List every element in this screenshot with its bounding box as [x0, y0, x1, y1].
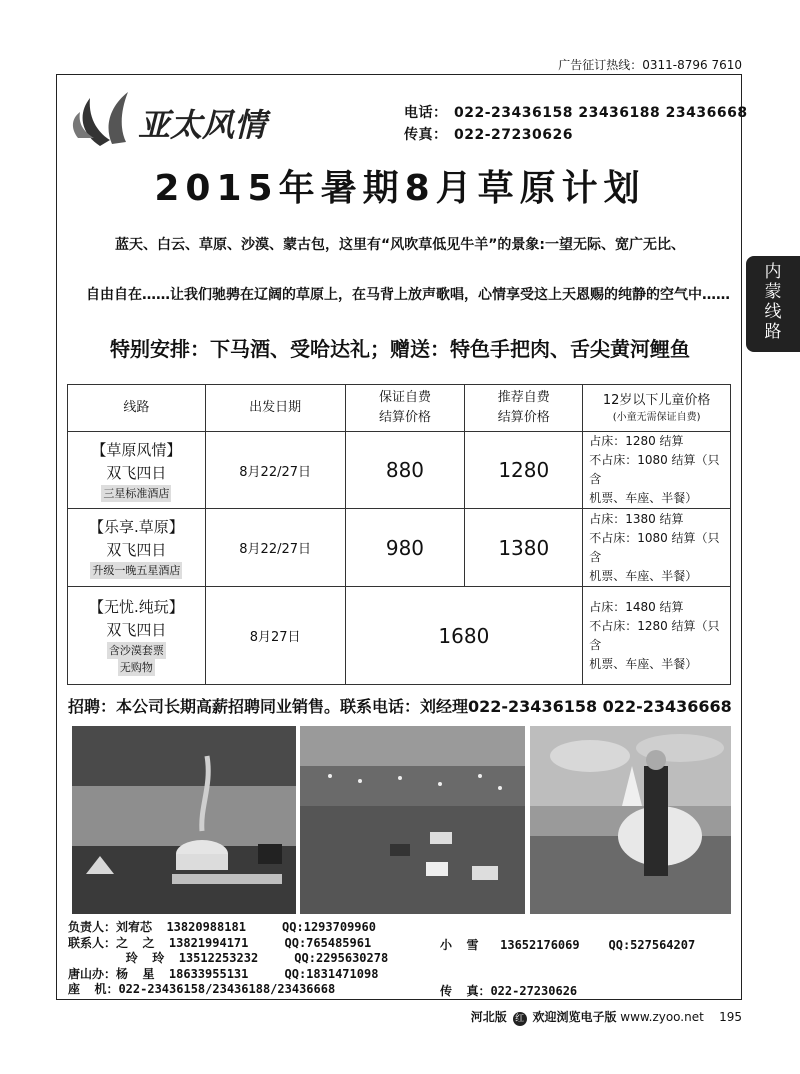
company-logo	[70, 88, 310, 150]
route-name: 【草原风情】	[91, 440, 182, 459]
page-footer	[471, 1008, 742, 1026]
photo-yurt	[72, 726, 296, 914]
footer-contacts	[68, 920, 388, 998]
section-tab-char: 路	[764, 322, 782, 342]
route-tag: 无购物	[119, 660, 153, 674]
recommended-price: 1380	[465, 509, 583, 587]
footer-row: 负责人：刘宥芯 13820988181 QQ:1293709960	[68, 920, 376, 934]
edition-label: 河北版	[470, 1010, 507, 1024]
route-tag: 含沙漠套票	[108, 643, 164, 657]
route-days: 双飞四日	[106, 620, 167, 639]
intro-line-1: 蓝天、白云、草原、沙漠、蒙古包，这里有“风吹草低见牛羊”的景象:一望无际、宽广无比、	[115, 237, 685, 253]
table-row	[68, 509, 731, 587]
route-tag: 升级一晚五星酒店	[92, 564, 181, 577]
guaranteed-price: 980	[345, 509, 465, 587]
route-name: 【乐享.草原】	[88, 518, 184, 536]
header-child-price: 12岁以下儿童价格 (小童无需保证自费)	[583, 385, 731, 432]
logo-text: 亚太风情	[138, 106, 267, 144]
footer-text: 欢迎浏览电子版	[532, 1010, 617, 1024]
photo-mongolian-horse	[530, 726, 731, 914]
intro-line-2: 自由自在……让我们驰骋在辽阔的草原上，在马背上放声歌唱，心情享受这上天恩赐的纯静的空气中……	[86, 287, 730, 303]
routes-table	[67, 384, 731, 685]
guaranteed-price: 880	[345, 432, 465, 509]
footer-contact-right: 小 雪 13652176069 QQ:527564207	[440, 938, 696, 952]
route-cell	[68, 587, 206, 685]
child-price-cell: 占床：1480 结算 不占床：1280 结算（只含 机票、车座、半餐）	[583, 587, 731, 685]
special-arrangement: 特别安排：下马酒、受哈达礼；赠送：特色手把肉、舌尖黄河鲤鱼	[110, 337, 690, 361]
fax-value: 022-27230626	[454, 127, 573, 143]
date-cell: 8月27日	[205, 587, 345, 685]
table-row	[68, 432, 731, 509]
date-cell: 8月22/27日	[205, 432, 345, 509]
header-date: 出发日期	[205, 385, 345, 432]
edition-badge: 红	[513, 1012, 527, 1026]
route-cell	[68, 509, 206, 587]
section-tab	[746, 256, 800, 352]
footer-row: 唐山办：杨 星 18633955131 QQ:1831471098	[68, 966, 379, 981]
header-guaranteed: 保证自费 结算价格	[345, 385, 465, 432]
contact-block	[404, 102, 748, 146]
section-tab-char: 线	[764, 302, 782, 322]
merged-price: 1680	[345, 587, 583, 685]
footer-row: 联系人：之 之 13821994171 QQ:765485961	[68, 935, 372, 950]
fax-label: 传真：	[404, 127, 448, 143]
child-price-cell: 占床：1380 结算 不占床：1080 结算（只含 机票、车座、半餐）	[583, 509, 731, 587]
route-days: 双飞四日	[106, 463, 167, 482]
route-cell	[68, 432, 206, 509]
footer-fax: 传 真：022-27230626	[440, 984, 578, 998]
ad-hotline: 广告征订热线：0311-8796 7610	[558, 58, 742, 72]
photo-grazing-cattle	[300, 726, 525, 914]
footer-row: 玲 玲 13512253232 QQ:2295630278	[68, 951, 389, 965]
page-number: 195	[719, 1010, 742, 1024]
route-tag: 三星标准酒店	[103, 486, 170, 500]
phone-value: 022-23436158 23436188 23436668	[454, 105, 748, 121]
route-name: 【无忧.纯玩】	[88, 597, 184, 616]
section-tab-char: 蒙	[764, 282, 782, 302]
date-cell: 8月22/27日	[205, 509, 345, 587]
section-tab-char: 内	[764, 262, 782, 282]
footer-url[interactable]: www.zyoo.net	[620, 1010, 704, 1024]
phone-label: 电话：	[404, 105, 448, 121]
recommended-price: 1280	[465, 432, 583, 509]
table-row	[68, 587, 731, 685]
recruitment-line: 招聘：本公司长期高薪招聘同业销售。联系电话：刘经理022-23436158 022-23436668	[68, 697, 732, 716]
route-days: 双飞四日	[106, 541, 167, 559]
table-header-row	[68, 385, 731, 432]
page-title: 2015年暑期8月草原计划	[154, 168, 646, 209]
header-route: 线路	[68, 385, 206, 432]
footer-row: 座 机：022-23436158/23436188/23436668	[68, 982, 336, 996]
header-recommended: 推荐自费 结算价格	[465, 385, 583, 432]
child-price-cell: 占床：1280 结算 不占床：1080 结算（只含 机票、车座、半餐）	[583, 432, 731, 509]
